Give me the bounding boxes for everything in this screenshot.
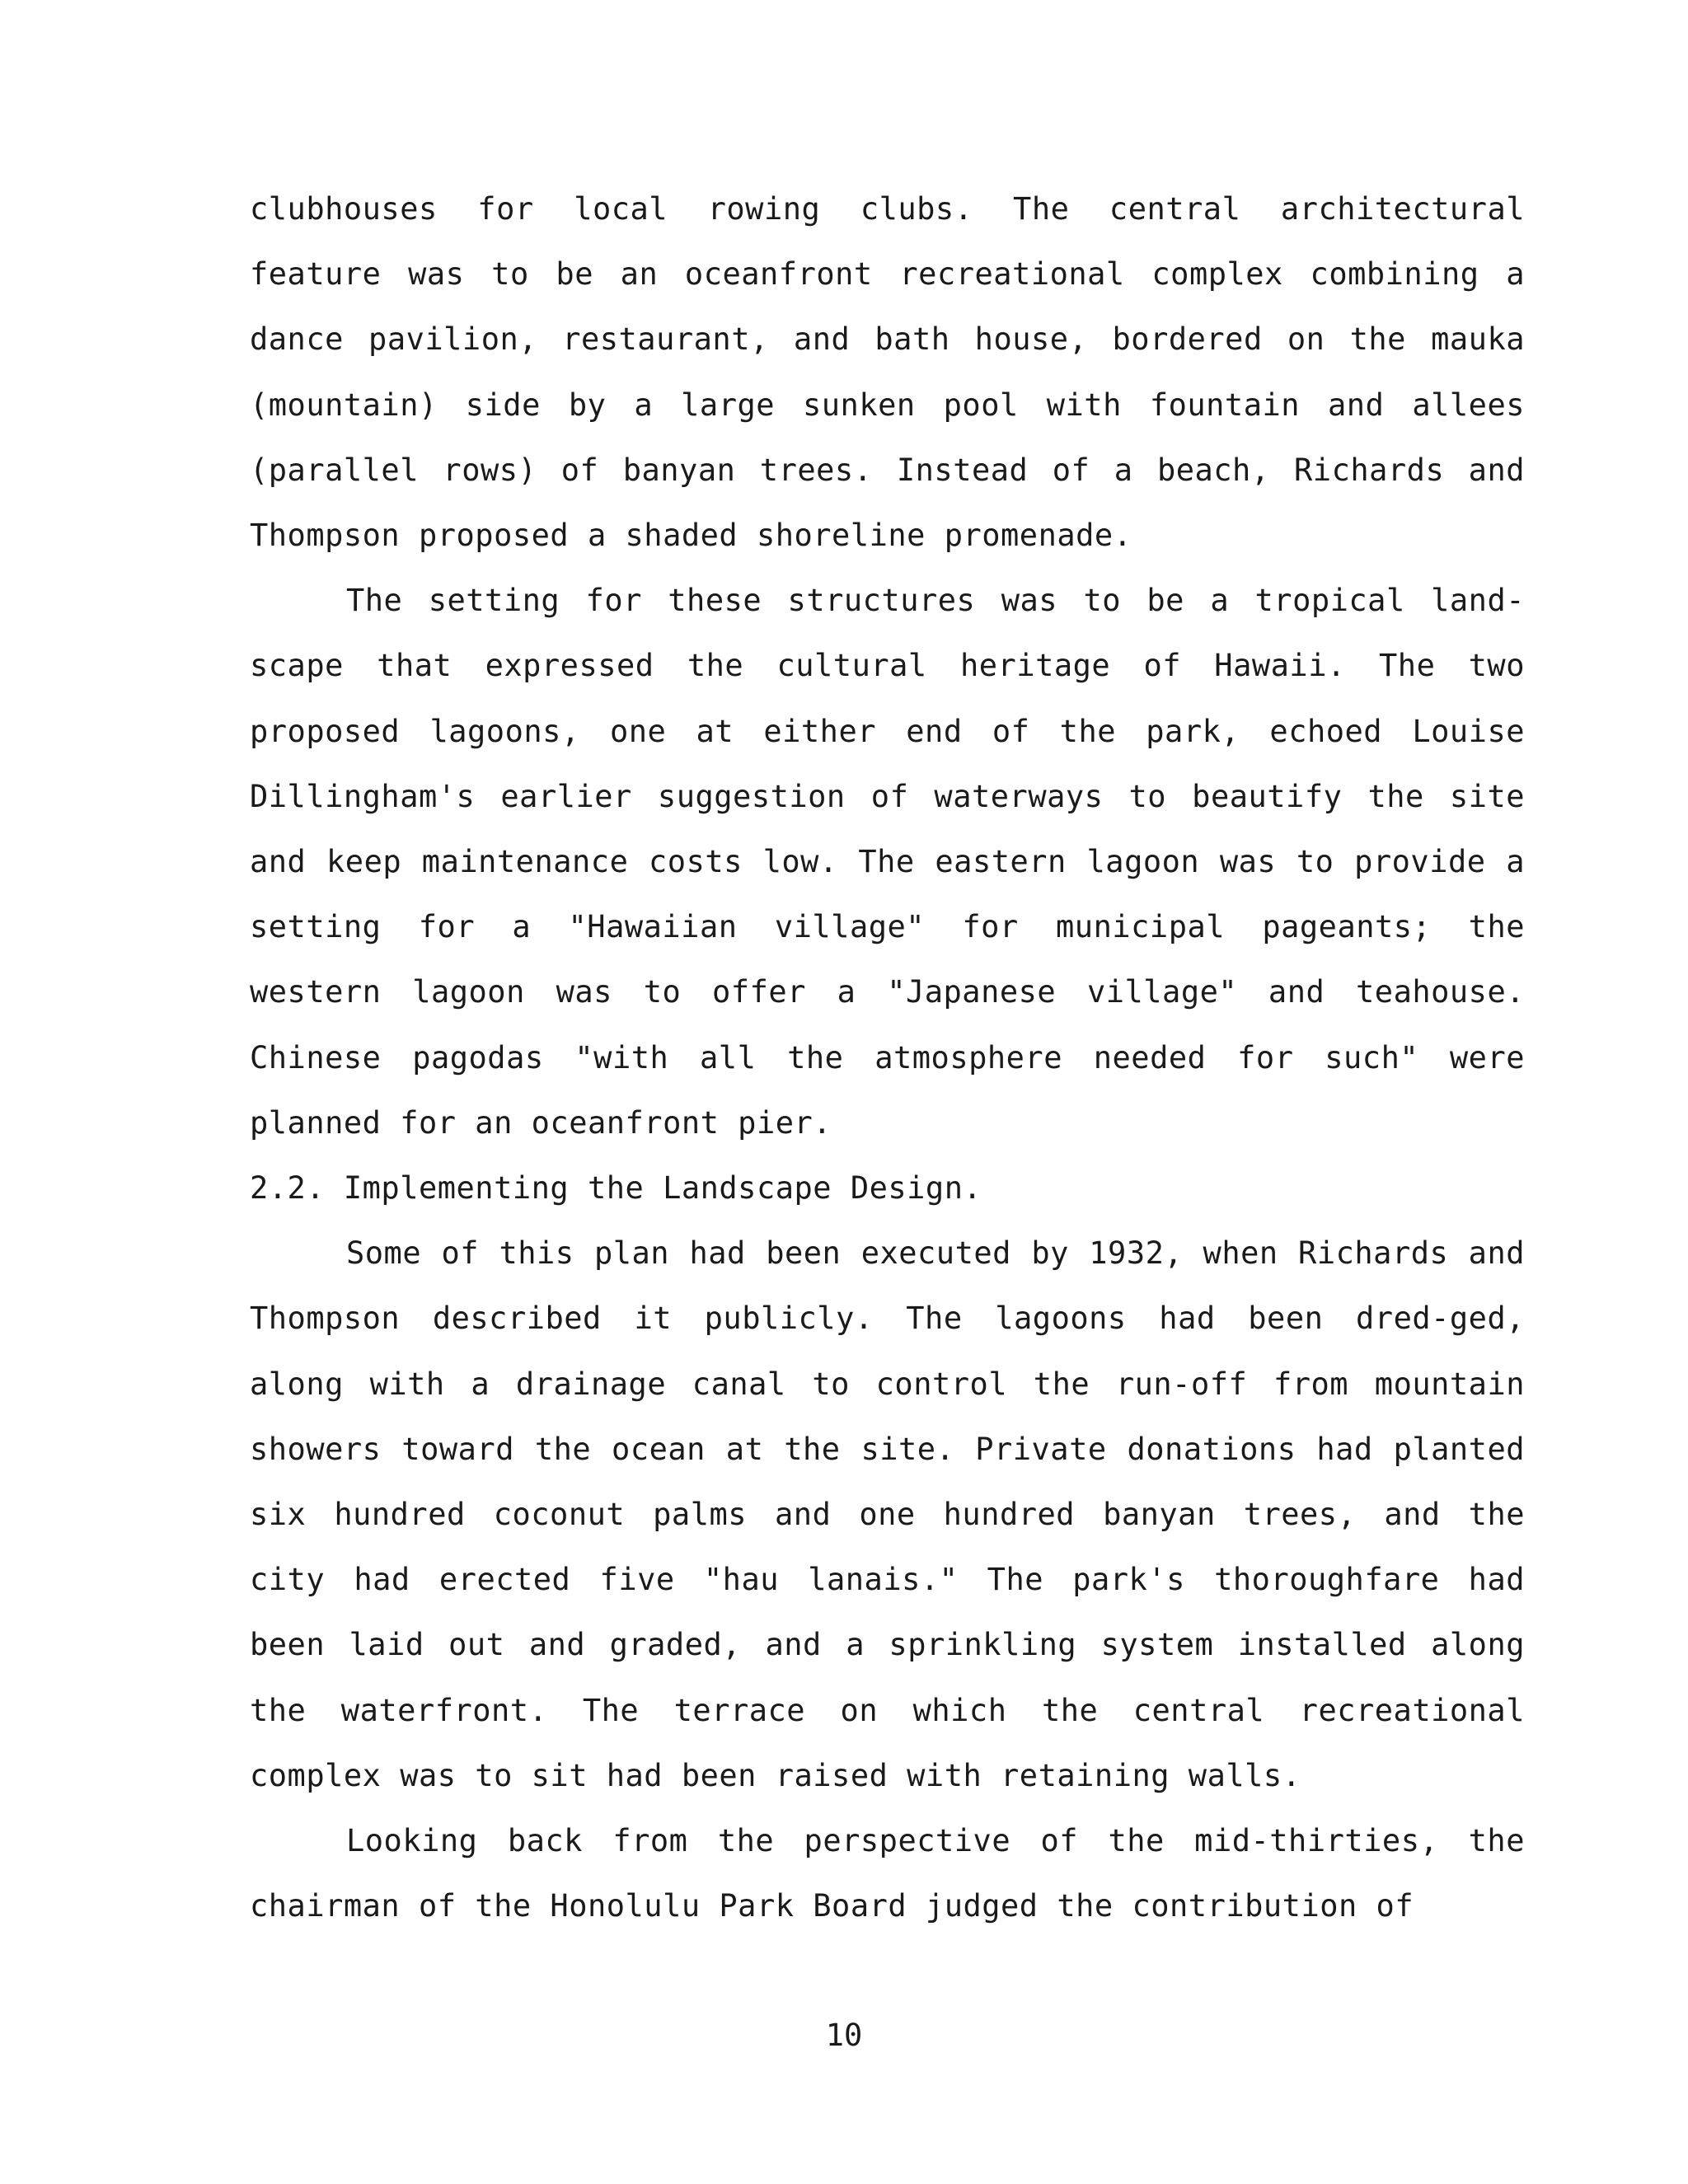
section-heading: 2.2. Implementing the Landscape Design. bbox=[250, 1170, 982, 1207]
paragraph-1: clubhouses for local rowing clubs. The central architectural feature was to be an oceanfront recreational complex combining a dance pavilion, restaurant, and bath house, bordered on the mauka (mountain) side by a large sunken pool with fountain and allees (parallel rows) of banyan trees. Instead of a beach, Richards and Thompson proposed a shaded shoreline promenade. bbox=[250, 191, 1525, 554]
paragraph-3: Some of this plan had been executed by 1932, when Richards and Thompson described it publicly. The lagoons had been dred-ged, along with a drainage canal to control the run-off from mountain showers toward the ocean at the site. Private donations had planted six hundred coconut palms and one hundred banyan trees, and the city had erected five "hau lanais." The park's thoroughfare had been laid out and graded, and a sprinkling system installed along the waterfront. The terrace on which the central recreational complex was to sit had been raised with retaining walls. bbox=[250, 1235, 1525, 1793]
page-number: 10 bbox=[825, 2018, 863, 2053]
paragraph-2: The setting for these structures was to be a tropical land-scape that expressed the cultural heritage of Hawaii. The two proposed lagoons, one at either end of the park, echoed Louise Dillingham's earlier suggestion of waterways to beautify the site and keep maintenance costs low. The eastern lagoon was to provide a setting for a "Hawaiian village" for municipal pageants; the western lagoon was to offer a "Japanese village" and teahouse. Chinese pagodas "with all the atmosphere needed for such" were planned for an oceanfront pier. bbox=[250, 583, 1525, 1141]
paragraph-4: Looking back from the perspective of the mid-thirties, the chairman of the Honolulu Park Board judged the contribution of bbox=[250, 1823, 1525, 1924]
body-text bbox=[250, 176, 1525, 1938]
